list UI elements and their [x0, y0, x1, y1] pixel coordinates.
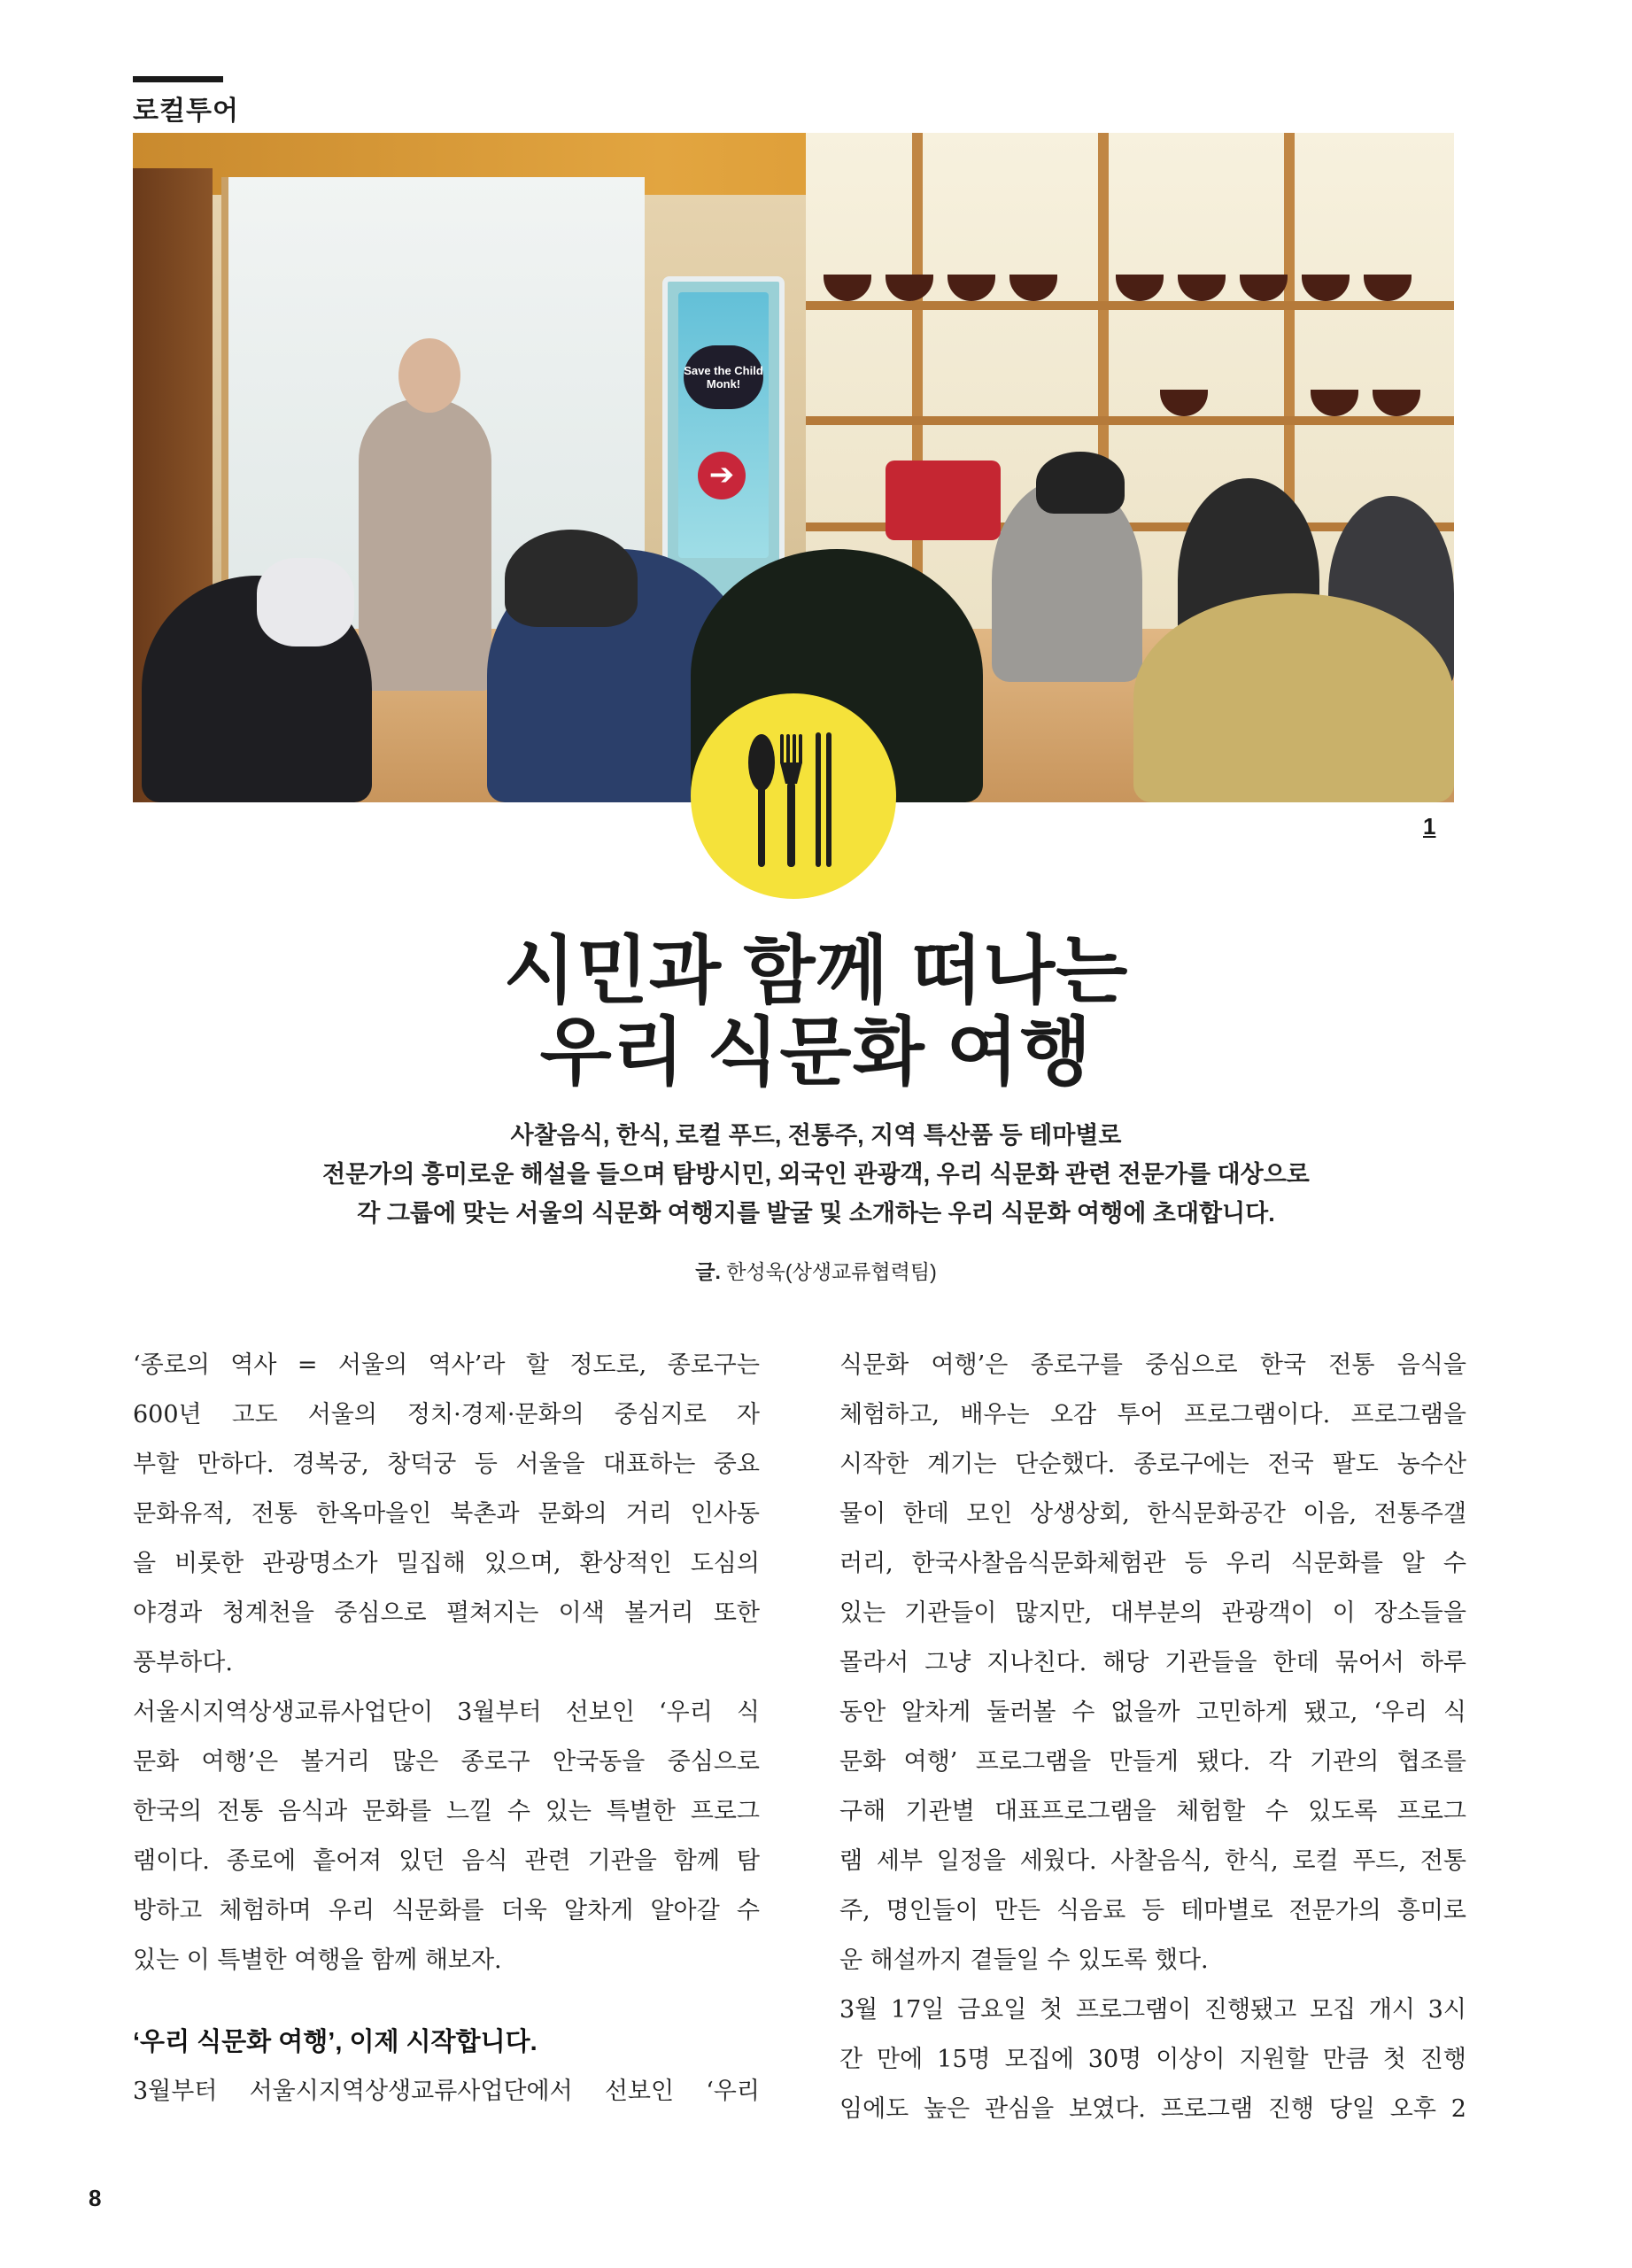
body-line — [839, 1886, 1466, 1936]
body-word: 식 — [1443, 1699, 1466, 1726]
body-word: 전문가의 — [1288, 1897, 1381, 1924]
body-word: 대표하는 — [602, 1451, 696, 1478]
body-word: 이 — [1332, 1599, 1356, 1627]
article-title-line-1: 시민과 함께 떠나는 — [503, 929, 1129, 1012]
body-word: 알차게 — [901, 1699, 971, 1726]
body-word: 프로그램이다. — [1184, 1401, 1331, 1428]
body-word: 첫 — [1040, 1996, 1064, 2024]
body-word: 있는 — [839, 1599, 886, 1627]
right-column — [839, 1341, 1466, 2134]
body-word: 도심의 — [690, 1550, 760, 1577]
body-word: 중심으로 — [334, 1599, 427, 1627]
body-word: 구해 — [839, 1798, 886, 1825]
body-word: 볼거리 — [624, 1599, 694, 1627]
body-word: 자 — [736, 1401, 760, 1428]
body-word: 30명 — [1087, 2046, 1142, 2073]
body-word: 3월 — [839, 1996, 878, 2024]
body-word: 체험하며 — [219, 1897, 312, 1924]
body-word: 로컬 — [1292, 1847, 1339, 1875]
body-word: 프로그 — [690, 1798, 760, 1825]
body-word: 몰라서 — [839, 1649, 909, 1676]
body-word: 중요 — [713, 1451, 760, 1478]
body-word: 식 — [736, 1699, 760, 1726]
body-line — [133, 1787, 760, 1837]
body-word: 관광명소가 — [262, 1550, 378, 1577]
body-word: 야경과 — [133, 1599, 203, 1627]
body-word: 만든 — [994, 1897, 1041, 1924]
body-word: 정치·경제·문화의 — [406, 1401, 584, 1428]
body-word: 서울을 — [515, 1451, 585, 1478]
body-word: 관심을 — [985, 2095, 1055, 2123]
body-word: 2 — [1450, 2095, 1466, 2123]
body-word: 한식, — [1224, 1847, 1279, 1875]
body-line — [839, 1638, 1466, 1688]
body-word: 더욱 — [500, 1897, 547, 1924]
body-line: 있는 이 특별한 여행을 함께 해보자. — [133, 1947, 502, 1974]
body-word: 한옥마을인 — [315, 1500, 432, 1528]
body-line — [839, 2035, 1466, 2085]
body-word: 문화유적, — [133, 1500, 233, 1528]
article-subtitle-line-1: 사찰음식, 한식, 로컬 푸드, 전통주, 지역 특산품 등 테마별로 — [510, 1122, 1122, 1149]
body-word: 높은 — [924, 2095, 971, 2123]
body-word: 부할 — [133, 1451, 180, 1478]
body-word: 첫 — [1382, 2046, 1406, 2073]
body-word: 관광객이 — [1221, 1599, 1314, 1627]
byline-label: 글. — [695, 1260, 721, 1283]
body-word: 15명 — [937, 2046, 991, 2073]
body-word: 전통 — [1419, 1847, 1466, 1875]
body-word: 없을까 — [1110, 1699, 1180, 1726]
kiosk-title: Save the Child Monk! — [684, 345, 763, 409]
body-line — [839, 1589, 1466, 1638]
body-line — [839, 1738, 1466, 1787]
body-line — [839, 1390, 1466, 1440]
body-word: ‘우리 — [659, 1699, 713, 1726]
body-word: 수 — [1443, 1550, 1466, 1577]
body-line — [839, 1688, 1466, 1738]
body-word: 중심지로 — [614, 1401, 707, 1428]
body-word: 중심으로 — [667, 1748, 760, 1776]
body-word: 기관별 — [905, 1798, 975, 1825]
section-label: 로컬투어 — [133, 97, 239, 126]
body-word: 식음료 — [1056, 1897, 1126, 1924]
body-word: 알아갈 — [650, 1897, 720, 1924]
body-word: 러리, — [839, 1550, 893, 1577]
body-word: 서울의 — [337, 1351, 408, 1379]
body-word: 주, — [839, 1897, 870, 1924]
body-word: 단순했다. — [1015, 1451, 1116, 1478]
body-word: 프로그램 — [1160, 2095, 1254, 2123]
body-word: 농수산 — [1396, 1451, 1466, 1478]
utensils-badge — [691, 693, 896, 899]
arrow-right-icon: ➔ — [698, 452, 746, 499]
body-word: 협조를 — [1396, 1748, 1466, 1776]
body-word: 문화의 — [538, 1500, 607, 1528]
body-word: 됐고, — [1303, 1699, 1358, 1726]
body-line — [133, 1589, 760, 1638]
body-word: 지원할 — [1239, 2046, 1309, 2073]
photo-number: 1 — [1423, 813, 1436, 840]
photo-person-hat — [505, 530, 638, 627]
body-line — [133, 2067, 760, 2117]
body-word: 보였다. — [1069, 2095, 1146, 2123]
body-word: 만들게 — [1109, 1748, 1179, 1776]
body-word: 수 — [1071, 1699, 1095, 1726]
body-word: 전국 — [1267, 1451, 1314, 1478]
body-word: 당일 — [1328, 2095, 1375, 2123]
body-word: 을 — [133, 1550, 157, 1577]
body-line — [133, 1738, 760, 1787]
body-word: 지나친다. — [986, 1649, 1087, 1676]
body-word: 종로구는 — [667, 1351, 760, 1379]
body-word: 고도 — [231, 1401, 278, 1428]
body-word: 경복궁, — [291, 1451, 369, 1478]
body-word: 프로그램을 — [1350, 1401, 1466, 1428]
body-word: = — [297, 1351, 318, 1379]
body-word: 여행’은 — [201, 1748, 279, 1776]
photo-person-hat — [1036, 452, 1125, 514]
body-word: 역사 — [230, 1351, 277, 1379]
body-word: 각 — [1268, 1748, 1292, 1776]
body-word: 한데 — [902, 1500, 949, 1528]
body-word: 기관을 — [587, 1847, 657, 1875]
body-word: 등 — [474, 1451, 498, 1478]
body-word: 서울시지역상생교류사업단이 — [133, 1699, 434, 1726]
body-word: 많은 — [392, 1748, 439, 1776]
body-word: 17일 — [890, 1996, 945, 2024]
body-word: 한데 — [1272, 1649, 1319, 1676]
body-word: 램이다. — [133, 1847, 210, 1875]
article-subtitle-line-2: 전문가의 흥미로운 해설을 들으며 탐방시민, 외국인 관광객, 우리 식문화 관련 전문가를 대상으로 — [322, 1161, 1310, 1188]
body-word: 많지만, — [1015, 1599, 1093, 1627]
photo-red-cloth — [886, 461, 1001, 540]
photo-shelf — [806, 416, 1454, 425]
page-number: 8 — [89, 2185, 102, 2211]
body-word: 진행 — [1267, 2095, 1314, 2123]
body-word: 비롯한 — [174, 1550, 244, 1577]
body-word: 선보인 — [565, 1699, 635, 1726]
body-word: 장소들을 — [1373, 1599, 1466, 1627]
photo-shelf — [806, 301, 1454, 310]
body-word: 세웠다. — [1019, 1847, 1097, 1875]
body-word: 배우는 — [960, 1401, 1030, 1428]
photo-shelf-post — [912, 133, 923, 629]
body-word: 하루 — [1419, 1649, 1466, 1676]
photo-monk-head — [398, 338, 460, 413]
body-word: 램 — [839, 1847, 863, 1875]
body-line — [133, 1440, 760, 1490]
body-word: 고민하게 — [1195, 1699, 1288, 1726]
body-word: 흥미로 — [1396, 1897, 1466, 1924]
body-line — [839, 1341, 1466, 1390]
body-word: 시작한 — [839, 1451, 909, 1478]
body-word: 이색 — [558, 1599, 605, 1627]
body-word: 이상이 — [1156, 2046, 1226, 2073]
article-subtitle-line-3: 각 그룹에 맞는 서울의 식문화 여행지를 발굴 및 소개하는 우리 식문화 여행에 초대합니다. — [357, 1200, 1275, 1227]
body-word: 프로그램을 — [975, 1748, 1092, 1776]
body-word: 흩어져 — [313, 1847, 383, 1875]
body-word: 계기는 — [927, 1451, 997, 1478]
body-word: 둘러볼 — [986, 1699, 1056, 1726]
body-word: 일정을 — [936, 1847, 1006, 1875]
body-word: 특별한 — [606, 1798, 676, 1825]
body-word: 됐다. — [1196, 1748, 1251, 1776]
body-word: 식문화를 — [391, 1897, 484, 1924]
body-word: ‘우리 — [1373, 1699, 1427, 1726]
body-word: 우리 — [328, 1897, 375, 1924]
body-word: 프로그 — [1396, 1798, 1466, 1825]
body-word: 우리 — [1226, 1550, 1272, 1577]
body-word: 이음, — [1303, 1500, 1357, 1528]
body-word: 체험할 — [1176, 1798, 1246, 1825]
body-line — [839, 1985, 1466, 2035]
body-word: 역사’라 — [428, 1351, 506, 1379]
body-word: 방하고 — [133, 1897, 203, 1924]
body-word: 할 — [525, 1351, 549, 1379]
body-word: 종로에 — [226, 1847, 297, 1875]
body-word: 여행’은 — [931, 1351, 1009, 1379]
body-word: 한국사찰음식문화체험관 — [911, 1550, 1166, 1577]
body-word: 기관들을 — [1164, 1649, 1257, 1676]
body-word: 볼거리 — [300, 1748, 370, 1776]
body-word: 동안 — [839, 1699, 886, 1726]
body-word: 오감 — [1049, 1401, 1097, 1428]
photo-person-mask — [257, 558, 354, 646]
body-word: 3월부터 — [133, 2078, 218, 2105]
body-word: 전통 — [251, 1500, 298, 1528]
photo-person — [1133, 593, 1454, 802]
body-word: 중심으로 — [1145, 1351, 1238, 1379]
body-word: 문화 — [133, 1748, 180, 1776]
body-word: 식문화 — [839, 1351, 909, 1379]
body-word: 3월부터 — [457, 1699, 542, 1726]
body-word: 북촌과 — [450, 1500, 520, 1528]
body-word: 만하다. — [197, 1451, 275, 1478]
body-line: 풍부하다. — [133, 1649, 233, 1676]
body-word: 음식과 — [277, 1798, 348, 1825]
fork-spoon-chopsticks-icon — [691, 693, 896, 899]
photo-monk — [359, 399, 491, 691]
body-line — [839, 1539, 1466, 1589]
body-word: 종로구를 — [1030, 1351, 1123, 1379]
body-word: 음식 — [461, 1847, 508, 1875]
body-word: 한국의 — [133, 1798, 203, 1825]
body-word: 3시 — [1427, 1996, 1466, 2024]
article-title-line-2: 우리 식문화 여행 — [539, 1010, 1093, 1094]
body-line — [133, 1539, 760, 1589]
body-word: 함께 — [673, 1847, 720, 1875]
body-line — [133, 1886, 760, 1936]
body-word: 전통주갤 — [1373, 1500, 1466, 1528]
body-word: 알 — [1401, 1550, 1425, 1577]
body-word: 문화를 — [361, 1798, 432, 1825]
body-word: 물이 — [839, 1500, 886, 1528]
body-word: 있는 — [545, 1798, 592, 1825]
body-word: 간 — [839, 2046, 863, 2073]
body-word: 전통 — [217, 1798, 264, 1825]
body-line — [839, 1490, 1466, 1539]
body-word: 또한 — [713, 1599, 760, 1627]
body-word: 등 — [1184, 1550, 1208, 1577]
body-line — [133, 1341, 760, 1390]
body-word: 식문화를 — [1290, 1550, 1383, 1577]
body-word: 있으며, — [483, 1550, 561, 1577]
body-word: 푸드, — [1352, 1847, 1407, 1875]
body-word: 팔도 — [1332, 1451, 1379, 1478]
body-word: 모집에 — [1004, 2046, 1074, 2073]
body-word: 음식을 — [1396, 1351, 1466, 1379]
section-heading: ‘우리 식문화 여행’, 이제 시작합니다. — [133, 2028, 538, 2056]
body-word: 창덕궁 — [387, 1451, 457, 1478]
body-word: 세부 — [876, 1847, 923, 1875]
body-word: 사찰음식, — [1110, 1847, 1211, 1875]
body-line — [839, 1440, 1466, 1490]
body-word: 기관의 — [1310, 1748, 1380, 1776]
body-word: 관련 — [524, 1847, 571, 1875]
body-word: 투어 — [1117, 1401, 1164, 1428]
body-word: 거리 — [625, 1500, 672, 1528]
body-word: 서울의 — [307, 1401, 377, 1428]
body-line — [133, 1490, 760, 1539]
body-word: ‘우리 — [706, 2078, 760, 2105]
body-word: 만큼 — [1322, 2046, 1369, 2073]
body-word: 만에 — [877, 2046, 924, 2073]
body-word: 진행됐고 — [1203, 1996, 1297, 2024]
body-word: 수 — [736, 1897, 760, 1924]
body-word: 모인 — [966, 1500, 1013, 1528]
body-word: 모집 — [1309, 1996, 1357, 2024]
body-word: 묶어서 — [1334, 1649, 1404, 1676]
body-line — [133, 1390, 760, 1440]
body-word: 청계천을 — [221, 1599, 314, 1627]
body-word: 프로그램이 — [1075, 1996, 1192, 2024]
body-line — [133, 1837, 760, 1886]
body-line — [839, 2085, 1466, 2134]
body-word: 서울시지역상생교류사업단에서 — [249, 2078, 573, 2105]
body-word: 정도로, — [569, 1351, 647, 1379]
body-line — [133, 1688, 760, 1738]
body-word: 밀집해 — [396, 1550, 466, 1577]
body-word: 그냥 — [924, 1649, 971, 1676]
body-word: 기관들이 — [904, 1599, 997, 1627]
body-word: 개시 — [1368, 1996, 1415, 2024]
paragraph-gap — [133, 1985, 760, 2017]
body-word: 명인들이 — [886, 1897, 978, 1924]
body-word: 해당 — [1102, 1649, 1149, 1676]
body-word: 문화 — [839, 1748, 886, 1776]
body-word: 체험하고, — [839, 1401, 940, 1428]
body-word: 한국 — [1259, 1351, 1306, 1379]
body-word: 알차게 — [564, 1897, 634, 1924]
body-word: 선보인 — [604, 2078, 675, 2105]
body-word: 등 — [1141, 1897, 1165, 1924]
body-word: 금요일 — [957, 1996, 1027, 2024]
body-word: 대표프로그램을 — [994, 1798, 1156, 1825]
kiosk-screen — [678, 292, 769, 558]
body-word: 한식문화공간 — [1147, 1500, 1286, 1528]
left-column — [133, 1341, 760, 2117]
body-word: 있던 — [398, 1847, 445, 1875]
body-line: 운 해설까지 곁들일 수 있도록 했다. — [839, 1947, 1209, 1974]
body-word: 수 — [1265, 1798, 1288, 1825]
body-word: 테마별로 — [1180, 1897, 1273, 1924]
body-line — [839, 1787, 1466, 1837]
body-word: 전통 — [1328, 1351, 1375, 1379]
byline-author: 한성욱(상생교류협력팀) — [726, 1260, 937, 1283]
body-word: 인사동 — [690, 1500, 760, 1528]
body-word: 종로구에는 — [1133, 1451, 1249, 1478]
body-word: 진행 — [1419, 2046, 1466, 2073]
body-line — [839, 1837, 1466, 1886]
body-word: 있도록 — [1308, 1798, 1378, 1825]
body-word: 수 — [507, 1798, 531, 1825]
body-word: 종로구 — [460, 1748, 530, 1776]
body-word: 느낄 — [445, 1798, 493, 1825]
byline — [0, 1256, 1632, 1285]
body-word: 상생상회, — [1029, 1500, 1130, 1528]
body-word: 안국동을 — [553, 1748, 646, 1776]
body-word: 임에도 — [839, 2095, 909, 2123]
body-word: 600년 — [133, 1401, 202, 1428]
body-word: 여행’ — [903, 1748, 958, 1776]
section-rule — [133, 76, 223, 82]
body-word: 탐 — [736, 1847, 760, 1875]
body-word: ‘종로의 — [133, 1351, 210, 1379]
body-word: 대부분의 — [1110, 1599, 1203, 1627]
body-word: 환상적인 — [579, 1550, 672, 1577]
body-word: 펼쳐지는 — [445, 1599, 539, 1627]
body-word: 오후 — [1389, 2095, 1436, 2123]
